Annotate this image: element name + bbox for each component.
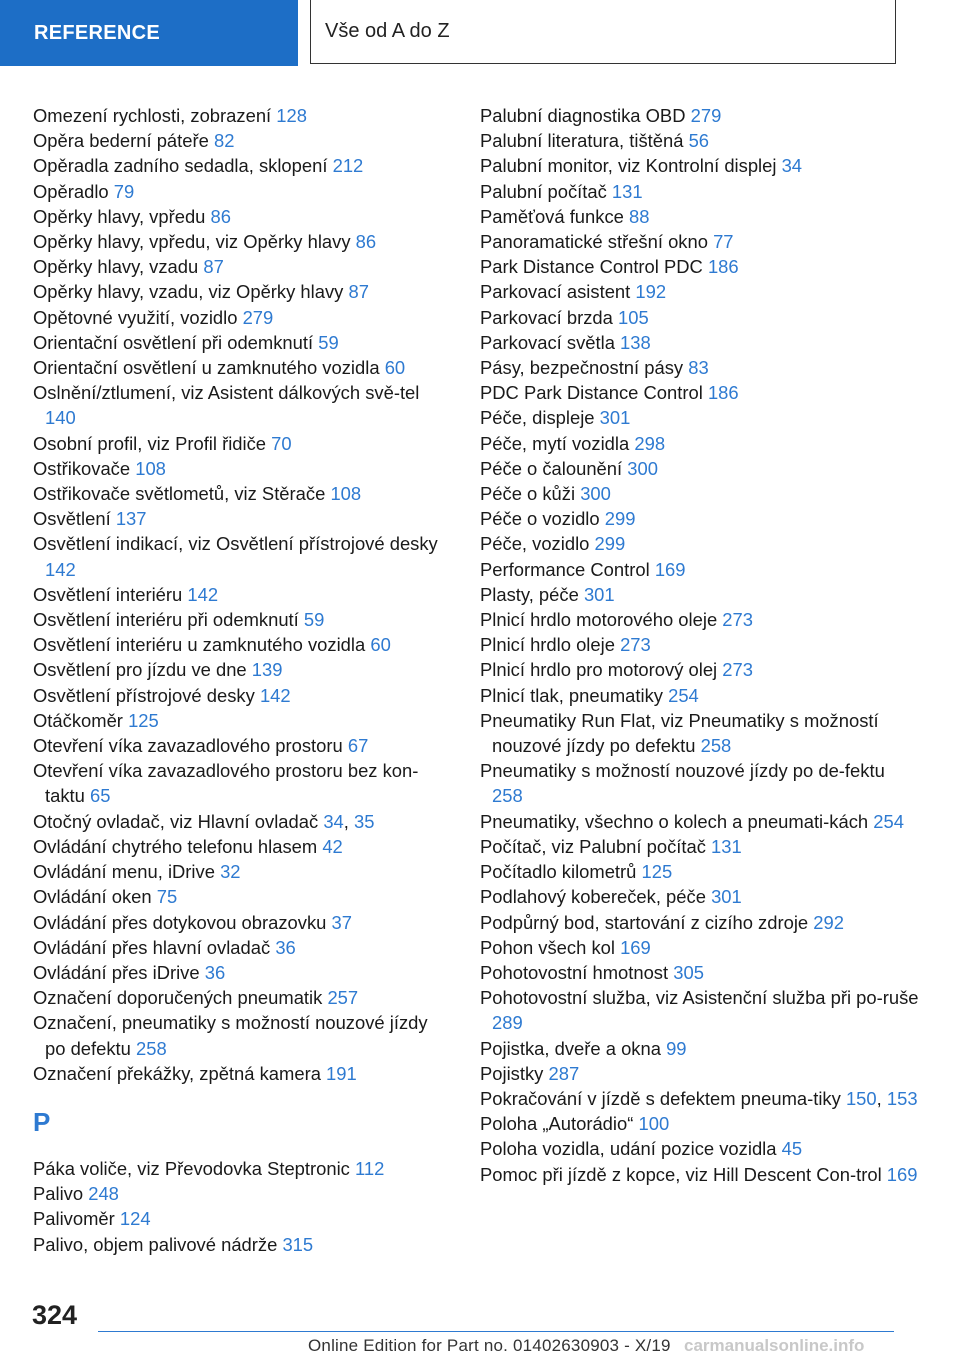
index-entry — [33, 153, 453, 178]
index-entry-term: Pokračování v jízdě s defektem pneuma‐tiky — [480, 1087, 841, 1109]
page-reference-link[interactable]: 150 — [845, 1087, 877, 1109]
index-entry-term: Pohotovostní hmotnost — [480, 961, 669, 983]
index-entry — [33, 330, 453, 355]
page-reference-link[interactable]: 258 — [136, 1037, 167, 1059]
index-entry-term: Počítadlo kilometrů — [480, 861, 637, 883]
index-entry — [480, 481, 920, 506]
index-entry-term: Opěrky hlavy, vpředu, viz Opěrky hlavy — [33, 231, 351, 253]
page-reference-link[interactable]: 248 — [88, 1183, 119, 1205]
index-letter-heading: P — [33, 1106, 51, 1137]
footer-divider — [98, 1331, 894, 1332]
index-entry — [480, 153, 920, 178]
page-reference-link[interactable]: 67 — [347, 735, 369, 757]
index-entry — [480, 1111, 920, 1136]
index-entry-term: Palubní literatura, tištěná — [480, 130, 684, 152]
index-entry — [480, 380, 920, 405]
page-reference-link[interactable]: 279 — [690, 105, 722, 126]
page-reference-link[interactable]: 32 — [220, 861, 241, 883]
page-reference-link[interactable]: 86 — [355, 231, 377, 253]
page-reference-link[interactable]: 36 — [275, 936, 296, 958]
index-entry — [480, 279, 920, 304]
page-reference-link[interactable]: 79 — [113, 180, 135, 202]
page-reference-link[interactable]: 301 — [599, 407, 631, 429]
index-entry-term: Poloha vozidla, udání pozice vozidla — [480, 1138, 777, 1160]
index-entry — [33, 456, 453, 481]
index-entry — [480, 179, 920, 204]
page-reference-link[interactable]: 112 — [355, 1157, 385, 1179]
index-entry — [33, 985, 453, 1010]
index-entry-term: Plasty, péče — [480, 583, 579, 605]
page-reference-link[interactable]: 191 — [326, 1062, 357, 1084]
page-reference-link[interactable]: 82 — [213, 130, 235, 152]
index-entry — [480, 456, 920, 481]
index-entry — [33, 279, 453, 304]
page-reference-link[interactable]: 87 — [348, 281, 369, 303]
index-entry — [33, 683, 453, 708]
index-entry — [480, 582, 920, 607]
index-entry-term: Palivoměr — [33, 1208, 115, 1230]
page-reference-link[interactable]: 153 — [886, 1087, 918, 1109]
index-entry — [33, 859, 453, 884]
index-entry — [480, 431, 920, 456]
page-reference-link[interactable]: 300 — [580, 483, 611, 505]
index-entry-term: Ovládání přes iDrive — [33, 961, 200, 983]
index-entry-term: Palivo — [33, 1183, 84, 1205]
index-entry-term: Pojistky — [480, 1062, 544, 1084]
index-entry-term: Pneumatiky, všechno o kolech a pneumati‐kách — [480, 810, 869, 832]
index-entry-term: Plnicí hrdlo motorového oleje — [480, 609, 718, 631]
index-entry — [480, 128, 920, 153]
index-entry — [33, 1156, 453, 1181]
index-entry — [33, 506, 453, 531]
index-entry-term: Parkovací asistent — [480, 281, 631, 303]
index-entry-term: Oslnění/ztlumení, viz Asistent dálkových svě‐tel — [33, 382, 420, 404]
page-reference-link[interactable]: 60 — [370, 634, 391, 656]
page-reference-link[interactable]: 105 — [618, 306, 649, 328]
index-entry-term: Pohotovostní služba, viz Asistenční služba při po‐ruše — [480, 987, 919, 1009]
index-entry-term: Otáčkoměr — [33, 709, 123, 731]
index-entry — [33, 1010, 453, 1060]
index-entry-term: Péče o vozidlo — [480, 508, 600, 530]
index-entry — [33, 632, 453, 657]
index-entry-term: Podlahový kobereček, péče — [480, 886, 706, 908]
index-entry — [480, 834, 920, 859]
page-reference-link[interactable]: 59 — [318, 331, 339, 353]
page-reference-link[interactable]: 142 — [187, 583, 219, 605]
page-reference-link[interactable]: 257 — [327, 987, 359, 1009]
index-entry-term: Orientační osvětlení u zamknutého vozidla — [33, 357, 380, 379]
index-entry — [480, 506, 920, 531]
index-entry-term: Palubní počítač — [480, 180, 607, 202]
index-entry-term: Ovládání oken — [33, 886, 152, 908]
page-reference-link[interactable]: 87 — [203, 256, 224, 278]
index-entry — [480, 254, 920, 279]
index-entry: Otočný ovladač, viz Hlavní ovladač 34, 35 — [33, 810, 375, 832]
page-reference-link[interactable]: 128 — [276, 105, 307, 126]
index-entry-term: Počítač, viz Palubní počítač — [480, 835, 706, 857]
index-entry — [33, 935, 453, 960]
page-reference-link[interactable]: 137 — [115, 508, 147, 530]
index-entry — [480, 1061, 920, 1086]
page-reference-link[interactable]: 42 — [322, 835, 343, 857]
page-reference-link[interactable]: 86 — [210, 205, 231, 227]
index-column-left — [33, 103, 453, 1257]
index-entry-term: Pojistka, dveře a okna — [480, 1037, 661, 1059]
page-reference-link[interactable]: 273 — [722, 659, 753, 681]
index-entry — [480, 1036, 920, 1061]
index-entry-term: Ovládání chytrého telefonu hlasem — [33, 835, 318, 857]
index-entry — [480, 758, 920, 808]
index-entry — [33, 229, 453, 254]
page-reference-link[interactable]: 60 — [384, 357, 406, 379]
index-entry-term: Opěradlo — [33, 180, 109, 202]
index-entry-term: Péče o čalounění — [480, 457, 623, 479]
page-reference-link[interactable]: 70 — [271, 432, 292, 454]
index-entry — [480, 935, 920, 960]
index-entry-term: Ostřikovače světlometů, viz Stěrače — [33, 483, 326, 505]
index-entry-term: Otevření víka zavazadlového prostoru — [33, 735, 343, 757]
index-entry — [480, 330, 920, 355]
index-entry-term: Osvětlení — [33, 508, 111, 530]
index-entry — [480, 607, 920, 632]
page-reference-link[interactable]: 138 — [620, 331, 651, 353]
page-reference-link[interactable]: 212 — [332, 155, 364, 177]
page-reference-link[interactable]: 142 — [45, 558, 76, 580]
page-reference-link[interactable]: 298 — [634, 432, 666, 454]
page-reference-link[interactable]: 292 — [813, 911, 844, 933]
index-entry — [33, 884, 453, 909]
page-reference-link[interactable]: 34 — [781, 155, 803, 177]
index-list-p-continued — [480, 103, 920, 1187]
index-entry — [33, 607, 453, 632]
page-reference-link[interactable]: 108 — [135, 457, 166, 479]
page-reference-link[interactable]: 169 — [654, 558, 686, 580]
section-title: Vše od A do Z — [310, 0, 896, 64]
page-reference-link[interactable]: 35 — [354, 810, 375, 832]
index-entry — [33, 355, 453, 380]
page-reference-link[interactable]: 142 — [259, 684, 291, 706]
index-entry-term: Panoramatické střešní okno — [480, 231, 708, 253]
page-reference-link[interactable]: 258 — [700, 735, 732, 757]
index-entry-term: Ovládání přes hlavní ovladač — [33, 936, 271, 958]
index-entry — [33, 380, 453, 430]
index-entry-term: Ovládání přes dotykovou obrazovku — [33, 911, 327, 933]
page-reference-link[interactable]: 45 — [781, 1138, 803, 1160]
index-entry — [33, 733, 453, 758]
index-entry-term: Osvětlení interiéru při odemknutí — [33, 609, 299, 631]
index-entry — [33, 1181, 453, 1206]
index-entry — [480, 632, 920, 657]
index-entry-term: Omezení rychlosti, zobrazení — [33, 105, 272, 126]
page-reference-link[interactable]: 301 — [583, 583, 615, 605]
page-reference-link[interactable]: 100 — [638, 1113, 670, 1135]
index-entry-term: Ovládání menu, iDrive — [33, 861, 215, 883]
page-reference-link[interactable]: 56 — [688, 130, 710, 152]
index-entry-term: Označení doporučených pneumatik — [33, 987, 323, 1009]
index-entry-term: Otočný ovladač, viz Hlavní ovladač — [33, 810, 319, 832]
page-reference-link[interactable]: 301 — [711, 886, 742, 908]
section-tab: REFERENCE — [0, 0, 298, 66]
index-entry — [33, 254, 453, 279]
page-reference-link[interactable]: 254 — [873, 810, 904, 832]
page-reference-link[interactable]: 139 — [251, 659, 283, 681]
index-entry-term: Otevření víka zavazadlového prostoru bez kon‐taktu — [33, 760, 419, 807]
index-entry-term: Palivo, objem palivové nádrže — [33, 1233, 278, 1255]
index-entry — [33, 834, 453, 859]
index-entry — [33, 179, 453, 204]
index-entry-term: Označení, pneumatiky s možností nouzové jízdy po defektu — [33, 1012, 428, 1059]
index-entry — [480, 960, 920, 985]
page-reference-link[interactable]: 273 — [620, 634, 651, 656]
index-entry-term: Park Distance Control PDC — [480, 256, 703, 278]
index-entry-term: Péče, displeje — [480, 407, 595, 429]
index-entry — [33, 1232, 453, 1257]
index-entry — [33, 128, 453, 153]
page-header — [0, 0, 960, 66]
index-entry — [480, 405, 920, 430]
index-list-o — [33, 103, 453, 1086]
index-entry — [33, 910, 453, 935]
index-entry-term: Opěrky hlavy, vpředu — [33, 205, 206, 227]
index-entry-term: Osvětlení indikací, viz Osvětlení přístrojové desky — [33, 533, 438, 555]
page-reference-link[interactable]: 65 — [90, 785, 111, 807]
index-entry-term: Plnicí hrdlo pro motorový olej — [480, 659, 718, 681]
index-entry-term: Opěrky hlavy, vzadu — [33, 256, 199, 278]
index-entry-term: Orientační osvětlení při odemknutí — [33, 331, 314, 353]
index-entry-term: Plnicí hrdlo oleje — [480, 634, 615, 656]
page-reference-link[interactable]: 192 — [635, 281, 667, 303]
page-reference-link[interactable]: 75 — [156, 886, 178, 908]
index-entry — [480, 1136, 920, 1161]
index-entry-term: Podpůrný bod, startování z cizího zdroje — [480, 911, 809, 933]
index-entry-term: Palubní diagnostika OBD — [480, 105, 686, 126]
index-entry — [33, 531, 453, 581]
page-reference-link[interactable]: 88 — [629, 205, 650, 227]
page-reference-link[interactable]: 287 — [548, 1062, 580, 1084]
page-reference-link[interactable]: 59 — [303, 609, 325, 631]
index-entry — [33, 758, 453, 808]
page-reference-link[interactable]: 83 — [688, 357, 709, 379]
index-entry — [33, 1206, 453, 1231]
index-entry-term: Osvětlení přístrojové desky — [33, 684, 255, 706]
index-entry-term: Pohon všech kol — [480, 936, 615, 958]
page-reference-link[interactable]: 279 — [242, 306, 274, 328]
page-reference-link[interactable]: 258 — [492, 785, 523, 807]
index-entry-term: Páka voliče, viz Převodovka Steptronic — [33, 1157, 350, 1179]
index-entry-term: Osobní profil, viz Profil řidiče — [33, 432, 267, 454]
page-reference-link[interactable]: 169 — [620, 936, 651, 958]
index-entry-term: Pásy, bezpečnostní pásy — [480, 357, 684, 379]
index-entry — [33, 657, 453, 682]
index-entry — [33, 305, 453, 330]
page-reference-link[interactable]: 273 — [722, 609, 753, 631]
index-entry — [480, 229, 920, 254]
index-entry — [480, 204, 920, 229]
index-entry-term: Parkovací světla — [480, 331, 615, 353]
index-entry — [33, 481, 453, 506]
page-reference-link[interactable]: 99 — [666, 1037, 687, 1059]
index-entry — [480, 809, 920, 834]
page-number: 324 — [32, 1300, 78, 1330]
index-entry — [480, 859, 920, 884]
page-reference-link[interactable]: 108 — [330, 483, 362, 505]
index-entry — [480, 884, 920, 909]
page-reference-link[interactable]: 186 — [707, 382, 739, 404]
page-reference-link[interactable]: 34 — [323, 810, 344, 832]
index-entry-term: Péče o kůži — [480, 483, 576, 505]
index-entry-term: Opěrky hlavy, vzadu, viz Opěrky hlavy — [33, 281, 344, 303]
page-reference-link[interactable]: 140 — [45, 407, 76, 429]
page-reference-link[interactable]: 299 — [604, 508, 636, 530]
index-entry — [480, 708, 920, 758]
page-reference-link[interactable]: 305 — [673, 961, 704, 983]
index-entry-term: Osvětlení pro jízdu ve dne — [33, 659, 247, 681]
page-reference-link[interactable]: 315 — [282, 1233, 314, 1255]
page-reference-link[interactable]: 77 — [713, 231, 734, 253]
index-entry — [480, 103, 920, 128]
index-entry-term: Paměťová funkce — [480, 205, 624, 227]
index-entry-term: Pneumatiky s možností nouzové jízdy po de‐fektu — [480, 760, 885, 782]
index-entry — [33, 582, 453, 607]
index-entry-term: Pneumatiky Run Flat, viz Pneumatiky s možností nouzové jízdy po defektu — [480, 709, 879, 757]
index-entry — [33, 103, 453, 128]
index-entry-term: Označení překážky, zpětná kamera — [33, 1062, 321, 1084]
page-reference-link[interactable]: 169 — [886, 1163, 918, 1185]
page-reference-link[interactable]: 289 — [492, 1012, 523, 1034]
index-entry — [480, 355, 920, 380]
page-reference-link[interactable]: 254 — [668, 684, 699, 706]
page-reference-link[interactable]: 125 — [641, 861, 673, 883]
index-entry — [480, 910, 920, 935]
index-entry — [480, 985, 920, 1035]
index-entry-term: Opětovné využití, vozidlo — [33, 306, 238, 328]
page-reference-link[interactable]: 131 — [711, 835, 742, 857]
page-reference-link[interactable]: 186 — [707, 256, 739, 278]
index-entry — [33, 431, 453, 456]
index-entry — [33, 1061, 453, 1086]
index-entry — [480, 557, 920, 582]
index-entry — [480, 531, 920, 556]
index-entry — [33, 204, 453, 229]
index-entry-term: Opěradla zadního sedadla, sklopení — [33, 155, 328, 177]
index-entry — [480, 1162, 920, 1187]
page-reference-link[interactable]: 131 — [611, 180, 643, 202]
index-entry-term: Parkovací brzda — [480, 306, 613, 328]
page-reference-link[interactable]: 37 — [331, 911, 352, 933]
index-entry-term: Opěra bederní páteře — [33, 130, 209, 152]
index-entry-term: Osvětlení interiéru — [33, 583, 183, 605]
index-entry-term: Plnicí tlak, pneumatiky — [480, 684, 663, 706]
index-entry-term: Poloha „Autorádio“ — [480, 1113, 634, 1135]
index-entry-term: Osvětlení interiéru u zamknutého vozidla — [33, 634, 366, 656]
index-column-right — [480, 103, 920, 1187]
index-entry — [480, 305, 920, 330]
index-entry — [33, 960, 453, 985]
index-entry: Pokračování v jízdě s defektem pneuma‐tiky 150, 153 — [480, 1087, 918, 1109]
page-reference-link[interactable]: 124 — [119, 1208, 151, 1230]
index-list-p — [33, 1156, 453, 1257]
page-reference-link[interactable]: 125 — [128, 709, 159, 731]
index-entry-term: Péče, mytí vozidla — [480, 432, 630, 454]
page-reference-link[interactable]: 299 — [594, 533, 626, 555]
index-entry-term: Performance Control — [480, 558, 650, 580]
index-entry — [480, 683, 920, 708]
index-entry — [480, 657, 920, 682]
page-reference-link[interactable]: 36 — [204, 961, 226, 983]
watermark-text: carmanualsonline.info — [684, 1336, 865, 1355]
index-entry-term: PDC Park Distance Control — [480, 382, 703, 404]
index-entry-term: Péče, vozidlo — [480, 533, 590, 555]
edition-note: Online Edition for Part no. 01402630903 - X/19 — [308, 1336, 671, 1355]
index-entry — [33, 708, 453, 733]
index-entry-term: Pomoc při jízdě z kopce, viz Hill Descent Con‐trol — [480, 1163, 882, 1185]
index-entry-term: Ostřikovače — [33, 457, 131, 479]
index-entry-term: Palubní monitor, viz Kontrolní displej — [480, 155, 777, 177]
page-reference-link[interactable]: 300 — [627, 457, 658, 479]
